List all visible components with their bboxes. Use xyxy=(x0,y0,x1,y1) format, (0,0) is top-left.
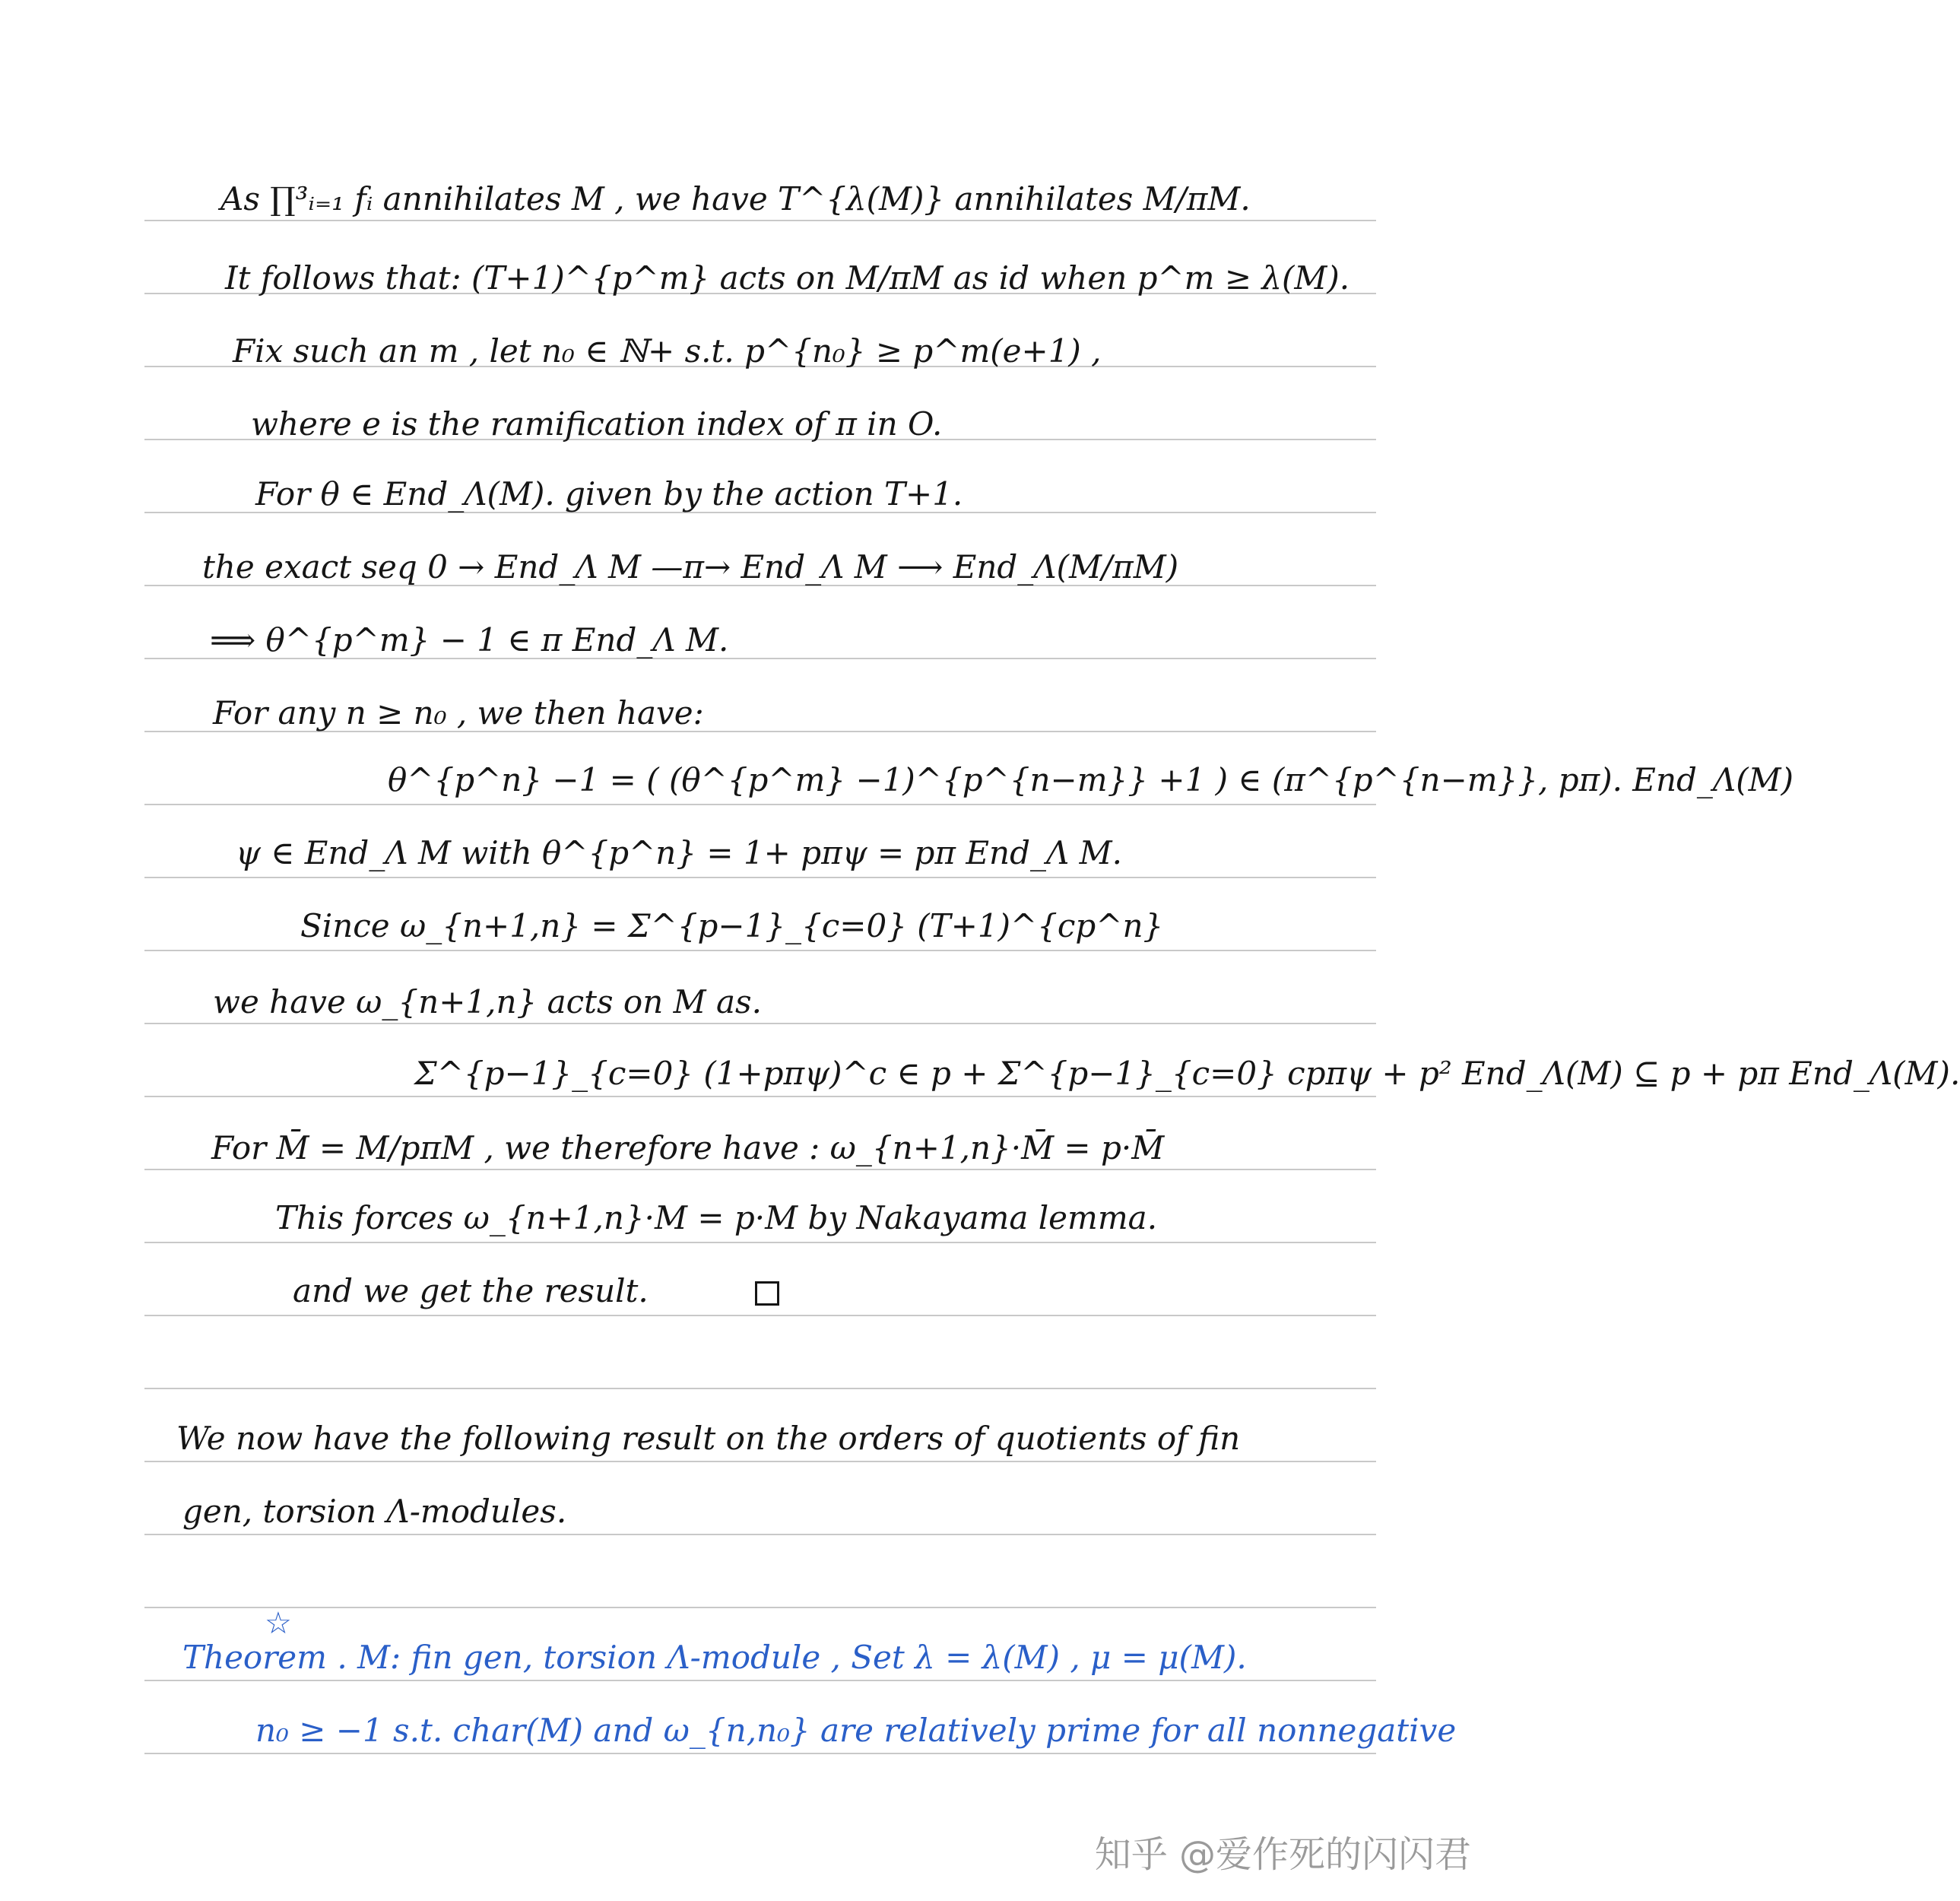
text-line: Σ^{p−1}_{c=0} (1+pπψ)^c ∈ p + Σ^{p−1}_{c=0} cpπψ + p² End_Λ(M) ⊆ p + pπ End_Λ(M). xyxy=(414,1055,1960,1092)
watermark: 知乎 @爱作死的闪闪君 xyxy=(1094,1833,1471,1876)
text-line: we have ω_{n+1,n} acts on M as. xyxy=(213,983,762,1020)
text-line: and we get the result. xyxy=(293,1272,649,1309)
text-line: This forces ω_{n+1,n}·M = p·M by Nakayama lemma. xyxy=(275,1199,1158,1236)
text-line: where e is the ramification index of π in O. xyxy=(251,405,943,443)
text-line: n₀ ≥ −1 s.t. char(M) and ω_{n,n₀} are relatively prime for all nonnegative xyxy=(255,1712,1457,1749)
text-line: the exact seq 0 → End_Λ M —π→ End_Λ M ⟶ End_Λ(M/πM) xyxy=(202,548,1179,586)
text-line: ψ ∈ End_Λ M with θ^{p^n} = 1+ pπψ = pπ End_Λ M. xyxy=(236,834,1123,871)
text-line: Fix such an m , let n₀ ∈ ℕ+ s.t. p^{n₀} ≥ p^m(e+1) , xyxy=(233,332,1102,370)
text-line: For M̄ = M/pπM , we therefore have : ω_{n+1,n}·M̄ = p·M̄ xyxy=(211,1129,1165,1166)
qed-box-icon xyxy=(755,1281,779,1306)
text-line: ⟹ θ^{p^m} − 1 ∈ π End_Λ M. xyxy=(210,621,729,659)
text-line: As ∏³ᵢ₌₁ fᵢ annihilates M , we have T^{λ(M)} annihilates M/πM. xyxy=(220,180,1251,217)
text-line: For θ ∈ End_Λ(M). given by the action T+1. xyxy=(255,475,963,513)
text-line: We now have the following result on the orders of quotients of fin xyxy=(176,1420,1241,1457)
text-line: Since ω_{n+1,n} = Σ^{p−1}_{c=0} (T+1)^{cp^n} xyxy=(300,907,1164,944)
star-icon: ☆ xyxy=(265,1606,292,1641)
text-line: gen, torsion Λ-modules. xyxy=(182,1493,567,1530)
text-line xyxy=(293,1268,779,1314)
text-line: It follows that: (T+1)^{p^m} acts on M/πM as id when p^m ≥ λ(M). xyxy=(225,259,1350,297)
theorem-line: Theorem . M: fin gen, torsion Λ-module , Set λ = λ(M) , μ = μ(M). xyxy=(182,1639,1247,1676)
text-line: For any n ≥ n₀ , we then have: xyxy=(213,694,704,732)
text-line: θ^{p^n} −1 = ( (θ^{p^m} −1)^{p^{n−m}} +1 ) ∈ (π^{p^{n−m}}, pπ). End_Λ(M) xyxy=(388,761,1794,798)
